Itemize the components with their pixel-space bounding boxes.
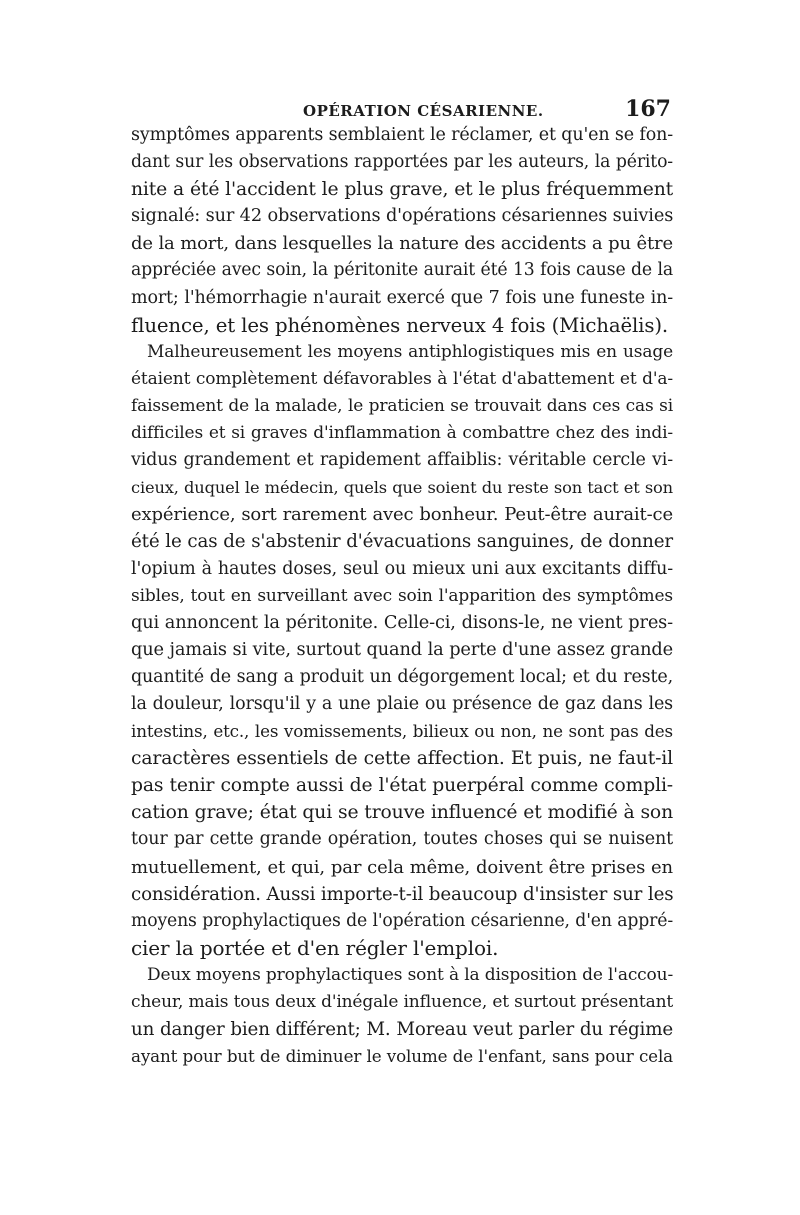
text-line: un danger bien différent; M. Moreau veut parler du régime	[131, 1019, 673, 1041]
text-line: caractères essentiels de cette affection. Et puis, ne faut-il	[131, 748, 673, 770]
text-line: la douleur, lorsqu'il y a une plaie ou présence de gaz dans les	[131, 693, 673, 714]
text-line: Deux moyens prophylactiques sont à la disposition de l'accou-	[147, 964, 674, 985]
text-line: de la mort, dans lesquelles la nature des accidents a pu être	[131, 233, 674, 255]
running-head	[131, 96, 671, 124]
text-line: cation grave; état qui se trouve influencé et modifié à son	[131, 802, 673, 824]
text-line: intestins, etc., les vomissements, bilieux ou non, ne sont pas des	[131, 721, 673, 742]
text-line: Malheureusement les moyens antiphlogistiques mis en usage	[147, 341, 673, 362]
text-line: cier la portée et d'en régler l'emploi.	[131, 935, 499, 960]
text-line: sibles, tout en surveillant avec soin l'apparition des symptômes	[131, 585, 673, 606]
text-line: pas tenir compte aussi de l'état puerpéral comme compli-	[131, 775, 673, 797]
text-line: été le cas de s'abstenir d'évacuations sanguines, de donner	[131, 531, 673, 553]
text-line: difficiles et si graves d'inflammation à combattre chez des indi-	[131, 423, 673, 444]
text-line: que jamais si vite, surtout quand la perte d'une assez grande	[131, 639, 673, 660]
text-line: moyens prophylactiques de l'opération césarienne, d'en appré-	[131, 910, 673, 931]
text-line: dant sur les observations rapportées par les auteurs, la périto-	[131, 152, 673, 173]
text-line: fluence, et les phénomènes nerveux 4 fois (Michaëlis).	[131, 313, 669, 337]
text-line: tour par cette grande opération, toutes choses qui se nuisent	[131, 829, 673, 850]
text-line: cheur, mais tous deux d'inégale influence, et surtout présentant	[131, 992, 674, 1012]
text-line: considération. Aussi importe-t-il beaucoup d'insister sur les	[131, 883, 674, 905]
body-text	[131, 122, 673, 1070]
text-line: nite a été l'accident le plus grave, et le plus fréquemment	[131, 179, 673, 201]
text-line: étaient complètement défavorables à l'état d'abattement et d'a-	[131, 368, 673, 389]
text-line: signalé: sur 42 observations d'opérations césariennes suivies	[131, 206, 674, 227]
text-line: appréciée avec soin, la péritonite aurait été 13 fois cause de la	[131, 260, 673, 281]
text-line: symptômes apparents semblaient le réclamer, et qu'en se fon-	[131, 125, 673, 145]
text-line: qui annoncent la péritonite. Celle-ci, disons-le, ne vient pres-	[131, 612, 673, 633]
text-line: mutuellement, et qui, par cela même, doivent être prises en	[131, 856, 673, 878]
page-number: 167	[625, 96, 671, 122]
text-line: ayant pour but de diminuer le volume de l'enfant, sans pour cela	[131, 1046, 673, 1067]
running-title: OPÉRATION CÉSARIENNE.	[303, 102, 544, 120]
text-line: mort; l'hémorrhagie n'aurait exercé que 7 fois une funeste in-	[131, 287, 673, 308]
text-line: faissement de la malade, le praticien se trouvait dans ces cas si	[131, 395, 673, 416]
text-line: cieux, duquel le médecin, quels que soient du reste son tact et son	[131, 478, 673, 498]
text-line: expérience, sort rarement avec bonheur. Peut-être aurait-ce	[131, 504, 673, 526]
text-line: vidus grandement et rapidement affaiblis: véritable cercle vi-	[131, 450, 673, 471]
text-line: quantité de sang a produit un dégorgement local; et du reste,	[131, 666, 673, 687]
text-line: l'opium à hautes doses, seul ou mieux uni aux excitants diffu-	[131, 558, 673, 579]
